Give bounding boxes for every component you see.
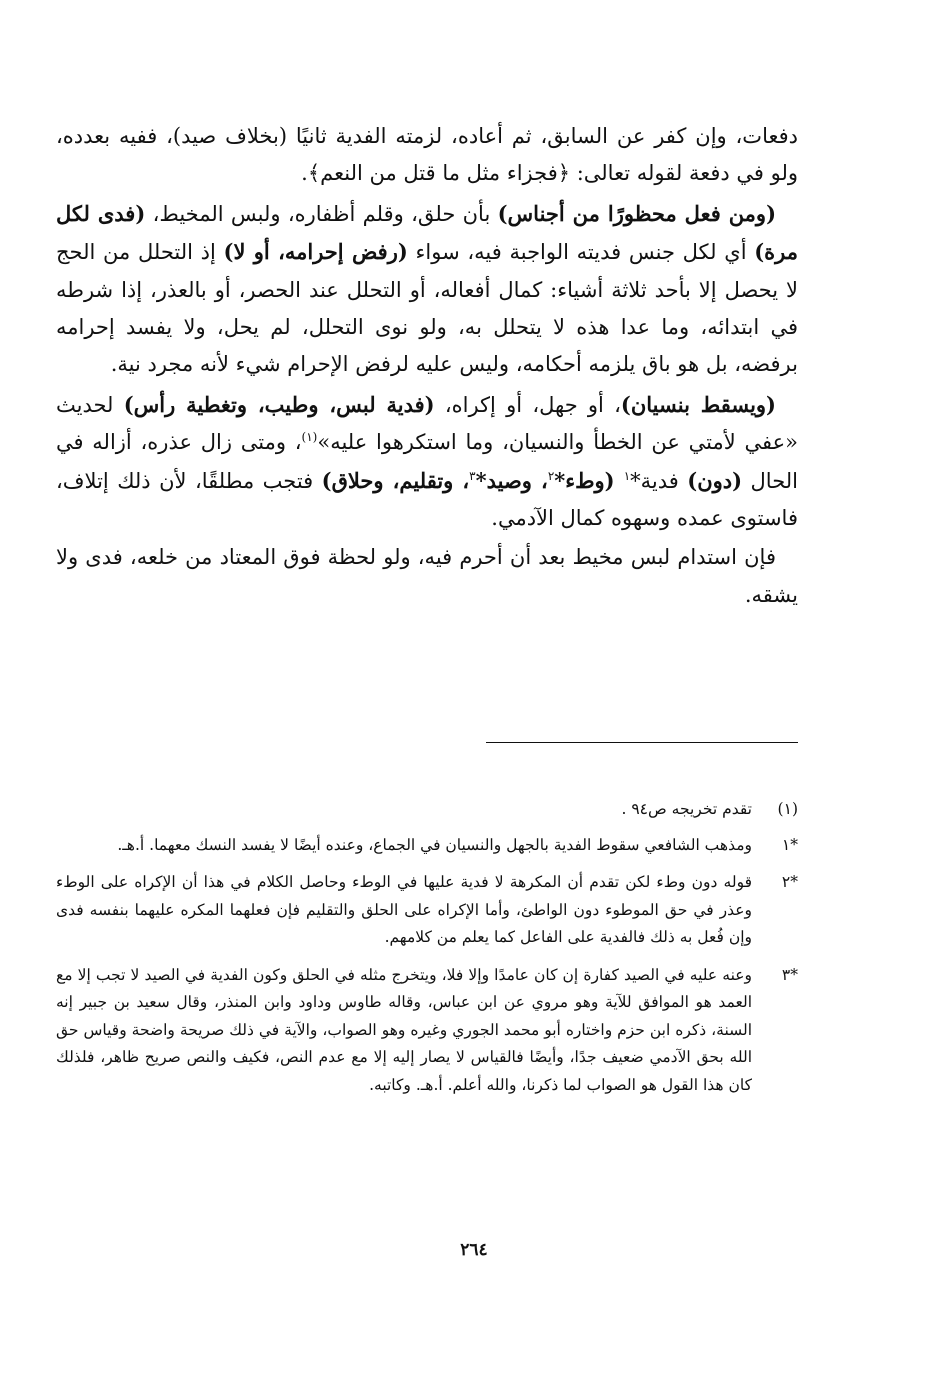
matn-phrase: (ومن فعل محظورًا من أجناس): [497, 200, 777, 226]
matn-phrase: ، وصيد*: [475, 467, 548, 493]
footnote: [56, 796, 798, 824]
footnote-text: تقدم تخريجه ص٩٤ .: [621, 800, 752, 818]
footnote: [56, 869, 798, 952]
footnote-text: وعنه عليه في الصيد كفارة إن كان عامدًا وإلا فلا، ويتخرج مثله في الحلق وكون الفدية في الصيد لا تجب إلا مع العمد هو الموافق للآية وهو مروي عن ابن عباس، وقاله طاوس وداود وابن المنذر، وقال سعيد بن جبير إنه السنة، ذكره ابن حزم واختاره أبو محمد الجوري وغيره وهو الصواب، والآية في ذلك صريحة واضحة وقياس حق الله بحق الآدمي ضعيف جدًا، وأيضًا فالقياس لا يصار إليه إلا مع عدم النص، فكيف والنص صريح ظاهر، فلذلك كان هذا القول هو الصواب لما ذكرنا، والله أعلم. أ.هـ. وكاتبه.: [56, 965, 752, 1094]
matn-phrase: (رفض إحرامه، أو لا): [223, 239, 408, 265]
sharh-text: فتجب مطلقًا، لأن ذلك إتلاف، فاستوى عمده وسهوه كمال الآدمي.: [56, 468, 798, 531]
paragraph-2: [56, 195, 798, 384]
footnote-number: *١: [781, 835, 798, 854]
matn-phrase: (دون): [687, 467, 743, 493]
paragraph-4: فإن استدام لبس مخيط بعد أن أحرم فيه، ولو لحظة فوق المعتاد من خلعه، فدى ولا يشقه.: [56, 545, 798, 607]
footnote-number: *٢: [781, 873, 798, 891]
footnote-ref: ٢: [547, 468, 555, 483]
main-text: [56, 118, 798, 614]
matn-phrase: (وطء*: [554, 467, 624, 493]
footnotes: [56, 796, 798, 1109]
footnote-ref: ١: [623, 468, 631, 483]
sharh-text: إذ التحلل من الحج لا يحصل إلا بأحد ثلاثة أشياء: كمال أفعاله، أو التحلل عند الحصر، أو بالعذر، إذا شرطه في ابتدائه، وما عدا هذه لا يتحلل به، ولو نوى التحلل، لم يحل، ولا يفسد إحرامه برفضه، بل هو باق يلزمه أحكامه، وليس عليه لرفض الإحرام شيء لأنه مجرد نية.: [56, 240, 798, 377]
separator-line: [486, 742, 798, 743]
paragraph-3: [56, 386, 798, 538]
footnote-number: *٣: [781, 965, 798, 984]
footnote-ref: (١): [301, 430, 318, 445]
footnote-text: قوله دون وطء لكن تقدم أن المكرهة لا فدية عليها في الوطء وحاصل الكلام في هذا أن الإكراه على الوطء وعذر في حق الموطوء دون الواطئ، وأما الإكراه على الحلق والتقليم فإن فعلهما المكره عليهما بنفسه فدى وإن فُعل به ذلك فالفدية على الفاعل كما يعلم من كلامهم.: [56, 873, 752, 946]
matn-phrase: (فدية لبس، وطيب، وتغطية رأس): [123, 391, 435, 417]
sharh-text: فدية*: [630, 468, 688, 493]
footnote-ref: ٣: [469, 468, 476, 483]
page-number: ٢٦٤: [460, 1240, 488, 1260]
footnote: [56, 832, 798, 860]
footnote-text: ومذهب الشافعي سقوط الفدية بالجهل والنسيان في الجماع، وعنده أيضًا لا يفسد النسك معهما. أ.هـ.: [117, 835, 752, 854]
sharh-text: ، أو جهل، أو إكراه،: [434, 392, 621, 417]
paragraph-1: دفعات، وإن كفر عن السابق، ثم أعاده، لزمته الفدية ثانيًا (بخلاف صيد)، ففيه بعدده، ولو في دفعة لقوله تعالى: ﴿فجزاء مثل ما قتل من النعم﴾.: [56, 124, 798, 186]
sharh-text: ، ومتى زال عذره، أزاله في الحال: [56, 430, 798, 493]
matn-phrase: ، وتقليم، وحلاق): [321, 467, 470, 493]
footnote: [56, 962, 798, 1100]
sharh-text: لحديث «عفي لأمتي عن الخطأ والنسيان، وما استكرهوا عليه»: [56, 392, 798, 455]
footnote-number: (١): [777, 800, 798, 818]
sharh-text: بأن حلق، وقلم أظفاره، ولبس المخيط،: [145, 201, 498, 226]
sharh-text: أي لكل جنس فديته الواجبة فيه، سواء: [407, 240, 755, 265]
matn-phrase: (فدى لكل مرة): [56, 200, 799, 265]
matn-phrase: (ويسقط بنسيان): [620, 391, 776, 417]
